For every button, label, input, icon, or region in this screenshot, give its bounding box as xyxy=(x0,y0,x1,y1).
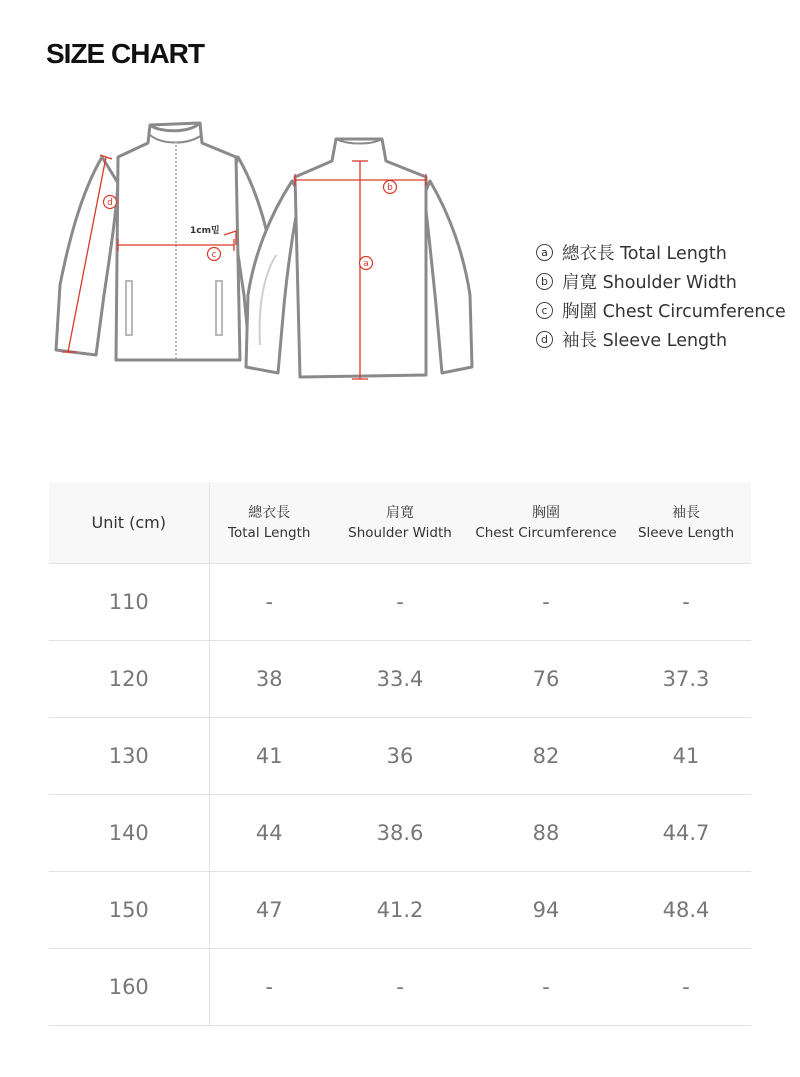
chest-circumference-cell: 88 xyxy=(471,795,621,872)
total-length-cell: 47 xyxy=(209,872,329,949)
chest-circumference-cell: - xyxy=(471,564,621,641)
marker-c-icon: c xyxy=(536,302,553,319)
column-header-ko: 袖長 xyxy=(672,504,700,521)
total-length-cell: 38 xyxy=(209,641,329,718)
shoulder-width-cell: - xyxy=(329,949,471,1026)
marker-a-label: a xyxy=(363,259,369,269)
column-header-total-length xyxy=(209,482,329,564)
table-row xyxy=(49,949,751,1026)
table-row xyxy=(49,872,751,949)
legend-label: 胸圍 Chest Circumference xyxy=(562,302,786,322)
sleeve-length-cell: 41 xyxy=(621,718,751,795)
table-row xyxy=(49,564,751,641)
marker-b-label: b xyxy=(387,183,393,193)
shoulder-width-cell: 36 xyxy=(329,718,471,795)
marker-a-icon: a xyxy=(536,244,553,261)
table-row xyxy=(49,795,751,872)
sleeve-length-cell: - xyxy=(621,564,751,641)
chest-note-label: 1cm밑 xyxy=(190,226,220,236)
shoulder-width-cell: 33.4 xyxy=(329,641,471,718)
total-length-cell: - xyxy=(209,564,329,641)
chest-circumference-cell: - xyxy=(471,949,621,1026)
sleeve-length-cell: - xyxy=(621,949,751,1026)
total-length-cell: 44 xyxy=(209,795,329,872)
column-header-en: Chest Circumference xyxy=(475,524,617,541)
column-header-shoulder-width xyxy=(329,482,471,564)
size-cell: 110 xyxy=(49,564,209,641)
back-jacket-drawing xyxy=(246,139,472,377)
page-title: SIZE CHART xyxy=(46,38,204,69)
legend-item-shoulder-width xyxy=(536,267,786,296)
chest-circumference-cell: 76 xyxy=(471,641,621,718)
legend-label: 總衣長 Total Length xyxy=(562,244,727,264)
sleeve-length-cell: 48.4 xyxy=(621,872,751,949)
marker-d-icon: d xyxy=(536,331,553,348)
size-cell: 130 xyxy=(49,718,209,795)
table-row xyxy=(49,718,751,795)
marker-c-label: c xyxy=(211,250,217,260)
size-cell: 140 xyxy=(49,795,209,872)
jacket-measurement-diagram xyxy=(40,105,500,405)
column-header-ko: 胸圍 xyxy=(532,504,560,521)
sleeve-length-cell: 37.3 xyxy=(621,641,751,718)
table-header-row xyxy=(49,482,751,564)
sleeve-length-cell: 44.7 xyxy=(621,795,751,872)
chest-circumference-cell: 82 xyxy=(471,718,621,795)
column-header-sleeve-length xyxy=(621,482,751,564)
size-table xyxy=(49,482,751,1026)
legend-item-total-length xyxy=(536,238,786,267)
unit-header: Unit (cm) xyxy=(49,482,209,564)
shoulder-width-cell: 38.6 xyxy=(329,795,471,872)
legend-item-chest-circumference xyxy=(536,296,786,325)
column-header-en: Total Length xyxy=(228,524,311,541)
column-header-chest-circumference xyxy=(471,482,621,564)
total-length-cell: - xyxy=(209,949,329,1026)
legend-label: 袖長 Sleeve Length xyxy=(562,331,728,351)
column-header-ko: 總衣長 xyxy=(248,504,291,521)
marker-d-label: d xyxy=(107,198,113,208)
marker-b-icon: b xyxy=(536,273,553,290)
total-length-cell: 41 xyxy=(209,718,329,795)
column-header-en: Shoulder Width xyxy=(348,524,452,541)
legend-label: 肩寛 Shoulder Width xyxy=(562,273,737,293)
shoulder-width-cell: - xyxy=(329,564,471,641)
table-row xyxy=(49,641,751,718)
shoulder-width-cell: 41.2 xyxy=(329,872,471,949)
column-header-en: Sleeve Length xyxy=(637,524,735,541)
size-cell: 120 xyxy=(49,641,209,718)
size-cell: 160 xyxy=(49,949,209,1026)
column-header-ko: 肩寛 xyxy=(386,504,414,521)
size-cell: 150 xyxy=(49,872,209,949)
legend-item-sleeve-length xyxy=(536,325,786,354)
chest-circumference-cell: 94 xyxy=(471,872,621,949)
measurement-legend xyxy=(536,238,786,354)
